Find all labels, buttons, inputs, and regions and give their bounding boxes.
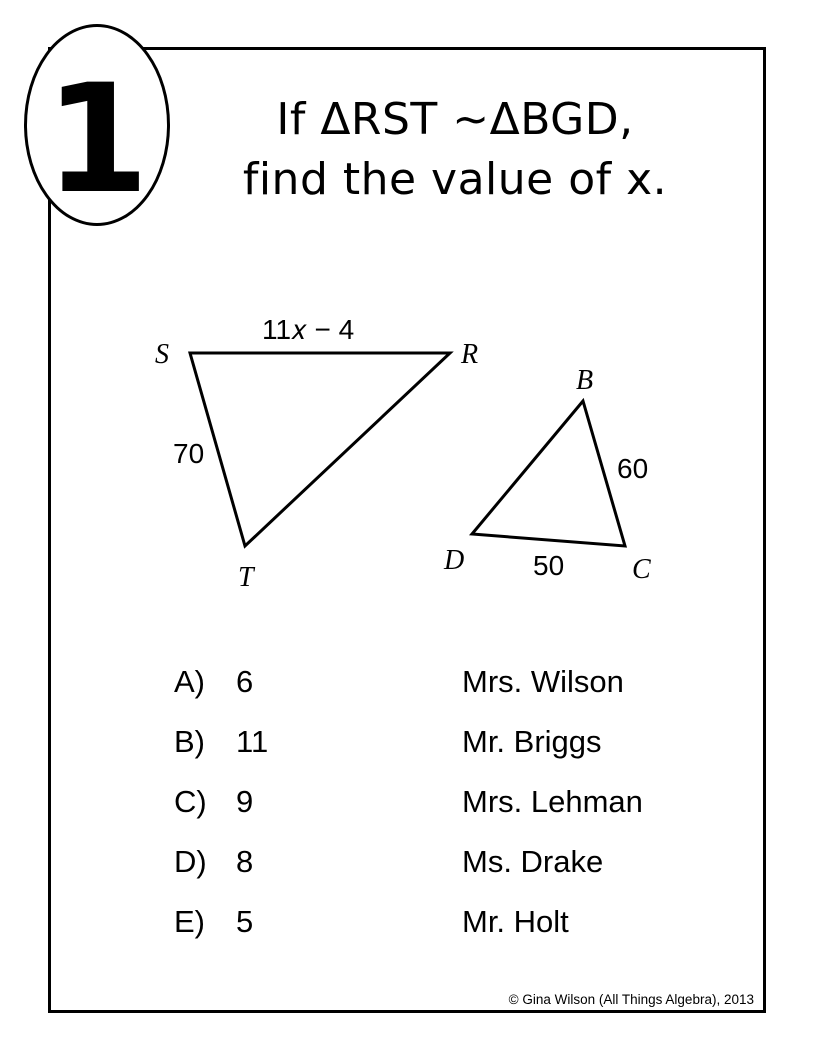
- copyright-notice: © Gina Wilson (All Things Algebra), 2013: [508, 992, 754, 1007]
- choice-value: 5: [236, 904, 254, 939]
- problem-line-1: If ΔRST ~ΔBGD,: [276, 94, 634, 145]
- choice-a[interactable]: [174, 652, 734, 712]
- side-sr-label: 11𝑥 − 4: [262, 314, 355, 345]
- choice-letter: D): [174, 844, 207, 879]
- choice-c[interactable]: [174, 772, 734, 832]
- answer-choices: [174, 652, 734, 952]
- vertex-r-label: R: [461, 339, 479, 370]
- side-bc-label: 60: [617, 453, 649, 484]
- choice-value: 11: [236, 724, 269, 759]
- choice-value: 9: [236, 784, 254, 819]
- choice-value: 8: [236, 844, 254, 879]
- vertex-b-label: B: [576, 365, 594, 396]
- choice-name: Mrs. Wilson: [462, 664, 624, 699]
- triangle-bdc: [472, 401, 625, 546]
- choice-e[interactable]: [174, 892, 734, 952]
- choice-value: 6: [236, 664, 254, 699]
- choice-letter: A): [174, 664, 205, 699]
- vertex-t-label: T: [238, 562, 254, 593]
- task-number-badge: [24, 24, 170, 226]
- choice-letter: E): [174, 904, 205, 939]
- choice-b[interactable]: [174, 712, 734, 772]
- task-number: 1: [44, 53, 150, 227]
- choice-name: Mr. Briggs: [462, 724, 602, 759]
- side-dc-label: 50: [533, 550, 565, 581]
- vertex-d-label: D: [444, 545, 465, 576]
- vertex-s-label: S: [155, 339, 169, 370]
- choice-letter: B): [174, 724, 205, 759]
- choice-letter: C): [174, 784, 207, 819]
- side-st-label: 70: [173, 438, 205, 469]
- choice-name: Mr. Holt: [462, 904, 569, 939]
- vertex-c-label: C: [632, 554, 651, 585]
- problem-line-2: find the value of x.: [242, 154, 668, 205]
- choice-name: Mrs. Lehman: [462, 784, 643, 819]
- triangle-rst: [190, 353, 450, 546]
- choice-d[interactable]: [174, 832, 734, 892]
- choice-name: Ms. Drake: [462, 844, 604, 879]
